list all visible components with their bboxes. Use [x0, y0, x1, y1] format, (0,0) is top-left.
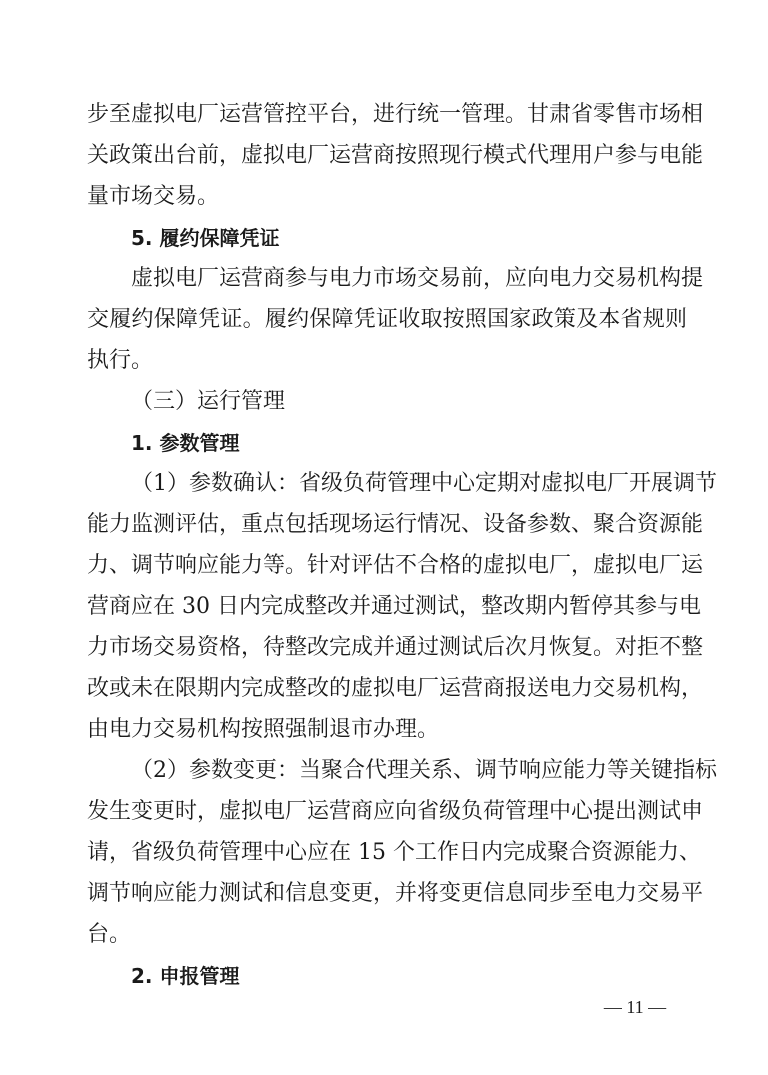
paragraph-line: 请，省级负荷管理中心应在 15 个工作日内完成聚合资源能力、	[87, 840, 701, 865]
paragraph-line: 步至虚拟电厂运营管控平台，进行统一管理。甘肃省零售市场相	[87, 102, 704, 127]
paragraph-line: 关政策出台前，虚拟电厂运营商按照现行模式代理用户参与电能	[87, 143, 704, 168]
paragraph-line: 能力监测评估，重点包括现场运行情况、设备参数、聚合资源能	[87, 512, 704, 537]
section-heading: 2. 申报管理	[131, 964, 240, 988]
section-heading: 1. 参数管理	[131, 431, 240, 455]
paragraph-line: （1）参数确认：省级负荷管理中心定期对虚拟电厂开展调节	[131, 471, 717, 496]
paragraph-line: 台。	[87, 922, 132, 947]
paragraph-line: 力市场交易资格，待整改完成并通过测试后次月恢复。对拒不整	[87, 635, 704, 660]
paragraph-line: 虚拟电厂运营商参与电力市场交易前，应向电力交易机构提	[131, 266, 704, 291]
section-heading: （三）运行管理	[131, 389, 286, 414]
page-number: — 11 —	[603, 997, 667, 1017]
paragraph-line: 发生变更时，虚拟电厂运营商应向省级负荷管理中心提出测试申	[87, 799, 704, 824]
paragraph-line: 改或未在限期内完成整改的虚拟电厂运营商报送电力交易机构，	[87, 676, 704, 701]
paragraph-line: 执行。	[87, 348, 154, 373]
paragraph-line: 由电力交易机构按照强制退市办理。	[87, 717, 440, 742]
section-heading: 5. 履约保障凭证	[131, 226, 280, 250]
paragraph-line: 力、调节响应能力等。针对评估不合格的虚拟电厂，虚拟电厂运	[87, 553, 704, 578]
paragraph-line: 交履约保障凭证。履约保障凭证收取按照国家政策及本省规则	[87, 307, 687, 332]
paragraph-line: （2）参数变更：当聚合代理关系、调节响应能力等关键指标	[131, 758, 717, 783]
paragraph-line: 量市场交易。	[87, 184, 220, 209]
paragraph-line: 调节响应能力测试和信息变更，并将变更信息同步至电力交易平	[87, 881, 704, 906]
paragraph-line: 营商应在 30 日内完成整改并通过测试，整改期内暂停其参与电	[87, 594, 701, 619]
